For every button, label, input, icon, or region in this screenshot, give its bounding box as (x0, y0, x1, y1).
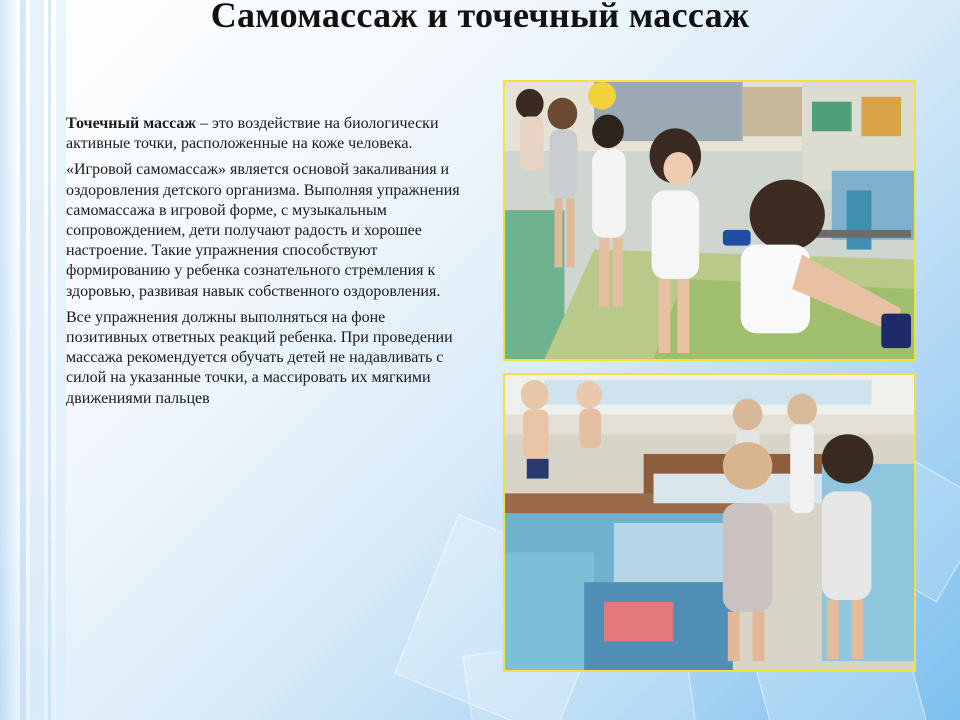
background-stripe (48, 0, 51, 720)
background-stripe (0, 0, 18, 720)
slide-title: Самомассаж и точечный массаж (210, 0, 750, 35)
paragraph-definition (66, 114, 466, 154)
term-bold: Точечный массаж (66, 115, 197, 132)
body-text (66, 114, 466, 415)
photo-children-massage-line (503, 80, 916, 361)
background-stripe (30, 0, 44, 720)
photo-illustration (505, 82, 914, 359)
background-stripe (56, 0, 66, 720)
photo-children-bedroom (503, 373, 916, 672)
paragraph-recommendations: Все упражнения должны выполняться на фоне позитивных ответных реакций ребенка. При проведении массажа рекомендуется обучать детей не надавливать с силой на указанные точки, а массировать их мягкими движениями пальцев (66, 308, 453, 407)
photo-illustration (505, 375, 914, 670)
background-stripe (20, 0, 26, 720)
definition-text: – это воздействие на биологически активные точки, расположенные на коже человека. (66, 115, 439, 153)
paragraph-game-massage: «Игровой самомассаж» является основой закаливания и оздоровления детского организма. Выполняя упражнения самомассажа в игровой форме, с музыкальным сопровождением, дети получают радость и хорошее настроение. Такие упражнения способствуют формированию у ребенка сознательного стремления к здоровью, развивая навык собственного оздоровления. (66, 161, 460, 300)
